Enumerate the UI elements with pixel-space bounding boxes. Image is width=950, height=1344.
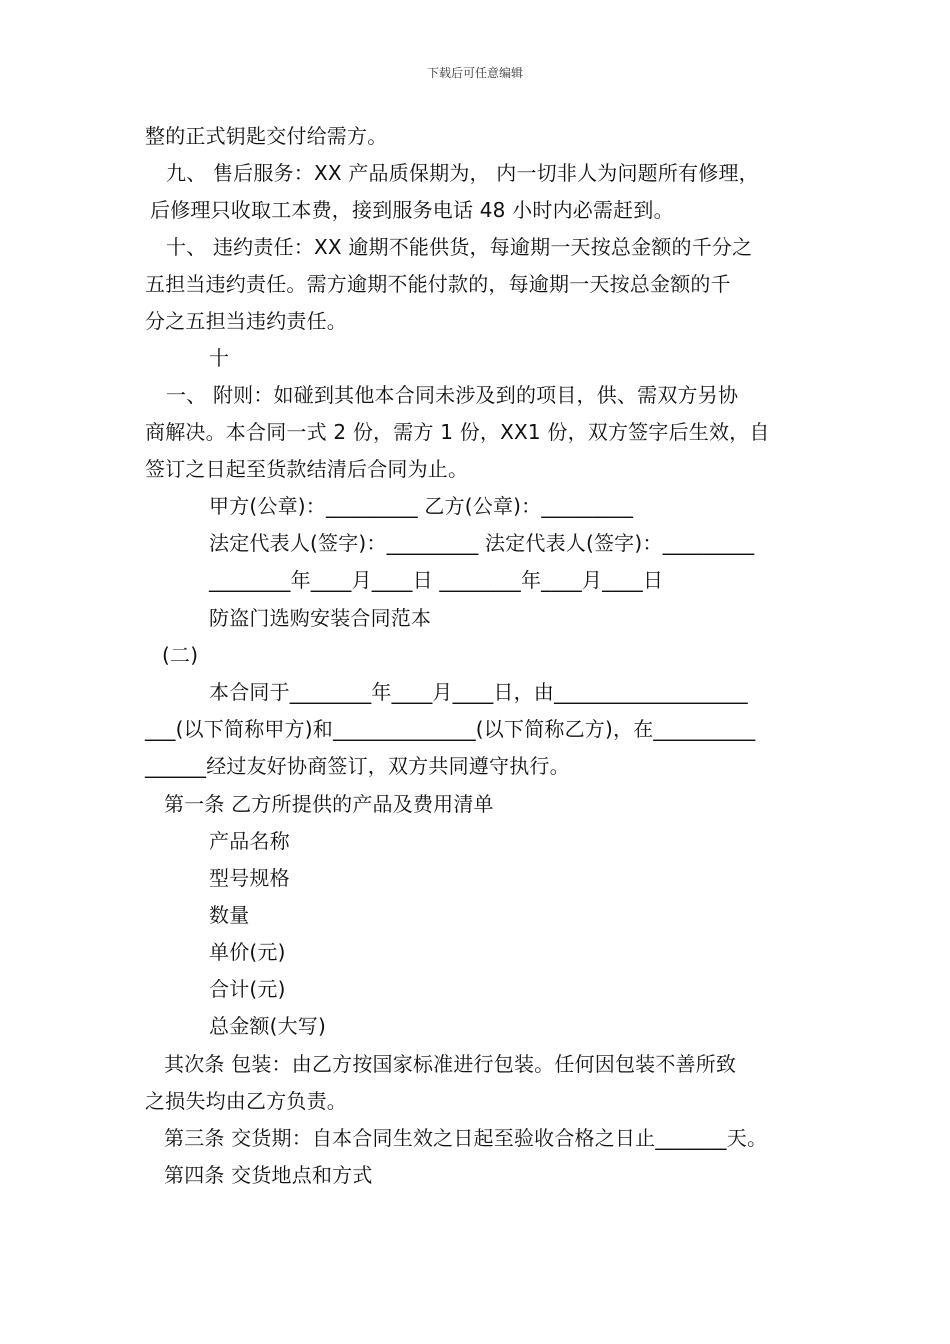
text-line: 分之五担当违约责任。 [145, 309, 347, 333]
list-item: 数量 [209, 903, 250, 927]
list-item: 合计(元) [209, 977, 286, 1001]
text-line: 本合同于________年____月____日，由___________________ [209, 680, 748, 704]
list-item: 型号规格 [209, 866, 290, 890]
text-line: 签订之日起至货款结清后合同为止。 [145, 457, 469, 481]
section-number: (二) [162, 643, 199, 667]
text-line: 十 [209, 346, 230, 370]
document-title: 防盗门选购安装合同范本 [209, 606, 432, 630]
list-item: 总金额(大写) [209, 1014, 327, 1038]
list-item: 产品名称 [209, 829, 290, 853]
text-line: 商解决。本合同一式 2 份，需方 1 份，XX1 份，双方签字后生效，自 [145, 420, 770, 444]
article-heading: 第三条 交货期：自本合同生效之日起至验收合格之日止_______天。 [164, 1126, 768, 1150]
text-line: ______经过友好协商签订，双方共同遵守执行。 [145, 754, 570, 778]
article-heading: 其次条 包装：由乙方按国家标准进行包装。任何因包装不善所致 [164, 1052, 737, 1076]
text-line: 整的正式钥匙交付给需方。 [145, 124, 388, 148]
text-line: 五担当违约责任。需方逾期不能付款的，每逾期一天按总金额的千 [145, 272, 731, 296]
article-heading: 第四条 交货地点和方式 [164, 1163, 373, 1187]
list-item: 单价(元) [209, 940, 286, 964]
text-line: 十、 违约责任：XX 逾期不能供货，每逾期一天按总金额的千分之 [166, 235, 753, 259]
text-line: 后修理只收取工本费，接到服务电话 48 小时内必需赶到。 [150, 198, 674, 222]
signature-line-date: ________年____月____日 ________年____月____日 [209, 568, 664, 592]
text-line: 九、 售后服务：XX 产品质保期为， 内一切非人为问题所有修理， [166, 161, 759, 185]
text-line: 一、 附则：如碰到其他本合同未涉及到的项目，供、需双方另协 [166, 383, 739, 407]
text-line: 之损失均由乙方负责。 [145, 1089, 347, 1113]
page-header-note: 下载后可任意编辑 [426, 66, 523, 80]
signature-line-party: 甲方(公章)：_________ 乙方(公章)：_________ [209, 494, 634, 518]
text-line: ___(以下简称甲方)和______________(以下简称乙方)，在__________ [145, 717, 756, 741]
signature-line-representative: 法定代表人(签字)：_________ 法定代表人(签字)：_________ [209, 531, 755, 555]
article-heading: 第一条 乙方所提供的产品及费用清单 [164, 792, 494, 816]
